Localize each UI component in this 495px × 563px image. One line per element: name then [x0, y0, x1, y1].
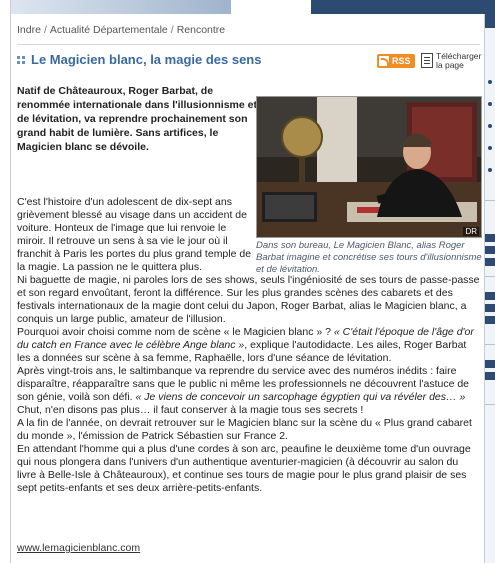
breadcrumb-separator: / — [170, 24, 174, 36]
divider — [17, 44, 480, 45]
download-page-button[interactable] — [421, 52, 483, 74]
right-sidebar-edge — [484, 14, 495, 563]
breadcrumb-separator: / — [43, 24, 47, 36]
breadcrumb — [17, 24, 225, 36]
breadcrumb-item-indre[interactable]: Indre — [17, 24, 41, 36]
article-title: Le Magicien blanc, la magie des sens — [31, 52, 262, 67]
rss-icon — [379, 56, 389, 66]
article-content — [11, 14, 484, 563]
title-bullet-icon — [17, 56, 27, 66]
breadcrumb-item-rencontre[interactable]: Rencontre — [176, 24, 226, 36]
left-border — [0, 0, 11, 563]
download-label: Télécharger la page — [436, 51, 482, 70]
rss-button[interactable] — [377, 54, 415, 68]
photo-credit: DR — [465, 227, 477, 236]
paragraph: Après vingt-trois ans, le saltimbanque va reprendre du service avec des numéros inédits : faire disparaître, réapparaître sans que le public ni même les professionnels ne découvrent l'astuce de son génie, voilà son défi. « Je viens de concevoir un sarcophage égyptien qui va révéler des… » Chut, n'en disons pas plus… il faut conserver à la magie tous ses secrets ! — [17, 365, 470, 416]
article-body — [17, 196, 480, 495]
document-icon — [421, 53, 433, 68]
photo-caption: Dans son bureau, Le Magicien Blanc, alias Roger Barbat imagine et concrétise ses tours d'illusionnisme et de lévitation. — [256, 240, 482, 275]
paragraph: Ni baguette de magie, ni paroles lors de ses shows, seuls l'ingéniosité de ses tours de passe-passe et son regard envoûtant, feront la différence. Sur les plus grandes scènes des cabarets et des festivals internationaux de la magie dont celui du Japon, Roger Barbat, alias le Magicien blanc, a conquis un large public, amateur de l'illusion. — [17, 274, 480, 325]
paragraph: Pourquoi avoir choisi comme nom de scène « le Magicien blanc » ? « C'était l'époque de l'âge d'or du catch en France avec le célèbre Ange blanc », explique l'autodidacte. Les ailes, Roger Barbat les a données sur scène à sa femme, Raphaëlle, lors d'une séance de lévitation. — [17, 326, 474, 364]
rss-label: RSS — [392, 56, 411, 66]
paragraph: A la fin de l'année, on devrait retrouver sur le Magicien blanc sur la scène du « Plus grand cabaret du monde », l'émission de Patrick Sébastien sur France 2. — [17, 417, 472, 442]
title-row — [17, 52, 480, 78]
paragraph: C'est l'histoire d'un adolescent de dix-sept ans grièvement blessé au visage dans un accident de voiture. Honteux de l'image que lui renvoie le miroir. Il retrouve un sens à sa vie le jour où il franchit à Paris les portes du plus grand temple de la magie. La passion ne le quittera plus. — [17, 196, 252, 273]
website-link[interactable]: www.lemagicienblanc.com — [17, 542, 141, 554]
quote: « Je viens de concevoir un sarcophage égyptien qui va révéler des… » — [135, 391, 466, 403]
header-banner — [11, 0, 495, 14]
article-lead: Natif de Châteauroux, Roger Barbat, de renommée internationale dans l'illusionnisme et de lévitation, va reprendre prochainement son grand habit de lumière. Sans artifices, le Magicien blanc se dévoile. — [17, 85, 257, 153]
quote: « C'était l'époque de l'âge d'or du catch en France avec le célèbre Ange blanc » — [17, 326, 474, 351]
breadcrumb-item-actualite[interactable]: Actualité Départementale — [49, 24, 168, 36]
paragraph: En attendant l'homme qui a plus d'une cordes à son arc, peaufine le deuxième tome d'un ouvrage qui nous plongera dans l'univers d'un authentique aventurier-magicien (à découvrir au salon du livre à Belle-Isle à Châteauroux), et continue ses tours de magie pour le plus grand plaisir de ses sept petits-enfants et ses deux arrière-petits-enfants. — [17, 443, 471, 494]
